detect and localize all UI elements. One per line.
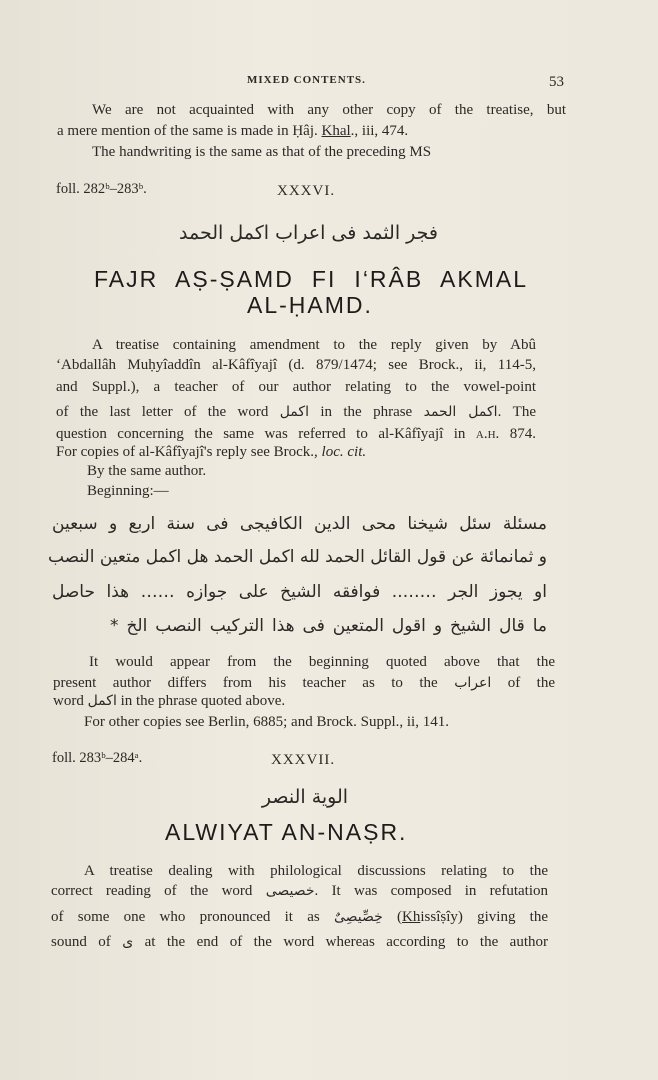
entry-number-2: XXXVII.: [271, 752, 336, 768]
after-line-2-b: of the: [491, 675, 555, 691]
arabic-beginning-line-3: او يجوز الجر …….. فوافقه الشيخ على جوازه …… هذا حاصل: [52, 582, 547, 602]
after-line-2: [53, 674, 555, 693]
same-author-note: By the same author.: [87, 463, 207, 479]
after-line-3-b: in the phrase quoted above.: [116, 693, 286, 709]
kh-underlined: Kh: [402, 909, 421, 925]
desc2-line-2-b: . It was composed in refutation: [314, 883, 548, 899]
arabic-word-akmal-2: اكمل: [87, 693, 117, 709]
work-title-line-2: AL-ḤAMD.: [247, 292, 373, 318]
loc-cit: loc. cit.: [321, 444, 367, 460]
desc-line-4-a: of the last letter of the word: [56, 404, 280, 420]
desc2-line-3-a: of some one who pronounced it as: [51, 909, 334, 925]
intro-line-2-text: a mere mention of the same is made in Ḥâj.: [57, 123, 322, 139]
desc2-line-3-b: (: [382, 909, 403, 925]
desc-line-2: ‘Abdallâh Muḥyîaddîn al-Kâfîyajî (d. 879/1474; see Brock., ii, 114-5,: [56, 357, 536, 373]
after-line-2-a: present author differs from his teacher as to the: [53, 675, 455, 691]
desc-line-4-b: in the phrase: [308, 404, 424, 420]
intro-line-2-end: ., iii, 474.: [350, 123, 409, 139]
desc-line-1: A treatise containing amendment to the reply given by Abû: [92, 337, 536, 353]
arabic-word-khisisi: خصيصى: [265, 883, 315, 899]
after-line-3: [53, 692, 285, 711]
desc2-line-3: [51, 908, 548, 927]
arabic-beginning-line-1: مسئلة سئل شيخنا محى الدين الكافيجى فى سنة اربع و سبعين: [52, 514, 547, 534]
desc-line-5-a: question concerning the same was referred to al-Kâfîyajî in: [56, 426, 476, 442]
arabic-word-irab: اعراب: [454, 675, 492, 691]
arabic-title-2: الوية النصر: [261, 786, 349, 808]
intro-khal-abbrev: Khal: [321, 123, 351, 139]
desc2-line-4-a: sound of: [51, 934, 123, 950]
arabic-word-akmal: اكمل: [279, 404, 309, 420]
desc2-line-4-b: at the end of the word whereas according to the author: [133, 934, 548, 950]
desc-line-4: [56, 403, 536, 422]
desc2-line-4: [51, 933, 548, 952]
folio-reference: foll. 282ᵇ–283ᵇ.: [56, 181, 147, 197]
arabic-word-khissisiy: خِصِّيصِىٌ: [333, 909, 383, 925]
arabic-beginning-line-2: و ثمانمائة عن قول القائل الحمد لله اكمل الحمد هل اكمل متعين النصب: [47, 547, 547, 567]
arabic-title: فجر الثمد فى اعراب اكمل الحمد: [179, 222, 438, 244]
work-title-2: ALWIYAT AN-NAṢR.: [165, 819, 408, 845]
anno-hegirae: a.h.: [475, 426, 500, 442]
desc2-line-2: [51, 882, 548, 901]
desc-line-4-c: . The: [497, 404, 537, 420]
after-line-3-a: word: [53, 693, 88, 709]
intro-line-1: We are not acquainted with any other copy of the treatise, but: [92, 102, 566, 118]
work-title-line-1: FAJR AṢ-ṢAMD FI I‘RÂB AKMAL: [94, 266, 528, 292]
arabic-letter-ya: ى: [122, 934, 134, 950]
desc-line-5: [56, 425, 536, 444]
running-header: MIXED CONTENTS.: [247, 74, 366, 86]
desc2-line-2-a: correct reading of the word: [51, 883, 266, 899]
desc-line-5-b: 874.: [499, 426, 536, 442]
desc-line-6: [56, 443, 536, 462]
arabic-phrase-akmal-al-hamd: اكمل الحمد: [423, 404, 498, 420]
desc2-line-3-c: issîṣîy) giving the: [420, 909, 548, 925]
intro-line-3: The handwriting is the same as that of the preceding MS: [92, 144, 432, 160]
after-line-1: It would appear from the beginning quoted above that the: [89, 654, 555, 670]
arabic-beginning-line-4: ما قال الشيخ و اقول المتعين فى هذا التركيب النصب الخ *: [110, 616, 547, 636]
other-copies-note: For other copies see Berlin, 6885; and Brock. Suppl., ii, 141.: [84, 714, 449, 730]
desc-line-3: and Suppl.), a teacher of our author relating to the vowel-point: [56, 379, 536, 395]
intro-line-2: [57, 122, 537, 141]
beginning-label: Beginning:—: [87, 483, 169, 499]
folio-reference-2: foll. 283ᵇ–284ᵃ.: [52, 750, 143, 766]
entry-number: XXXVI.: [277, 183, 336, 199]
page-number: 53: [549, 74, 564, 90]
desc2-line-1: A treatise dealing with philological discussions relating to the: [84, 863, 548, 879]
desc-line-6-a: For copies of al-Kâfîyajî's reply see Brock.,: [56, 444, 322, 460]
